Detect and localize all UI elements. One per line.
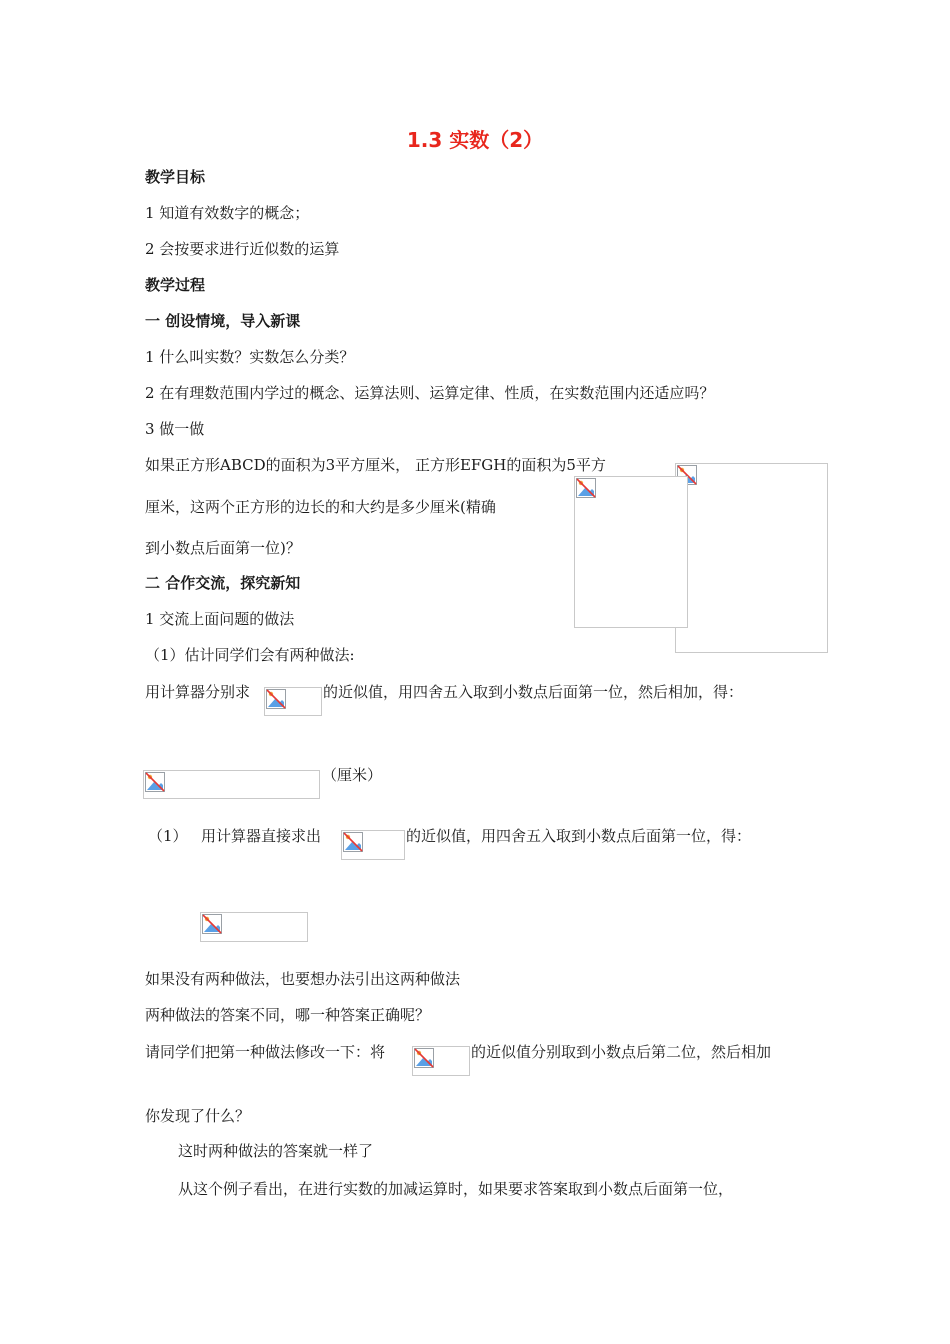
method2-number: （1）: [148, 827, 188, 845]
square-efgh-figure: [675, 463, 828, 653]
broken-image-icon: [266, 689, 286, 709]
section2-heading: 二 合作交流，探究新知: [145, 574, 301, 592]
sqrt-values-image: [412, 1046, 470, 1076]
question-2: 2 在有理数范围内学过的概念、运算法则、运算定律、性质，在实数范围内还适应吗？: [145, 384, 715, 402]
square-abcd-figure: [574, 476, 688, 628]
broken-image-icon: [202, 914, 222, 934]
problem-line-2: 厘米，这两个正方形的边长的和大约是多少厘米(精确: [145, 498, 496, 516]
unit-centimeter: （厘米）: [322, 766, 383, 784]
paragraph-what-found: 你发现了什么？: [145, 1107, 251, 1125]
paragraph-example: 从这个例子看出，在进行实数的加减运算时，如果要求答案取到小数点后面第一位，: [178, 1180, 734, 1198]
broken-image-icon: [343, 832, 363, 852]
question-3: 3 做一做: [145, 420, 205, 438]
modify-suffix: 的近似值分别取到小数点后第二位，然后相加: [471, 1043, 772, 1061]
question-1: 1 什么叫实数？实数怎么分类？: [145, 348, 355, 366]
paragraph-which-correct: 两种做法的答案不同，哪一种答案正确呢？: [145, 1006, 431, 1024]
broken-image-icon: [145, 772, 165, 792]
method1-prefix: 用计算器分别求: [145, 683, 251, 701]
broken-image-icon: [576, 478, 596, 498]
problem-line-1: 如果正方形ABCD的面积为3平方厘米， 正方形EFGH的面积为5平方: [145, 456, 606, 474]
goals-heading: 教学目标: [145, 168, 206, 186]
method1-suffix: 的近似值，用四舍五入取到小数点后面第一位，然后相加，得：: [323, 683, 744, 701]
goal-1: 1 知道有效数字的概念；: [145, 204, 310, 222]
method2-prefix: 用计算器直接求出: [201, 827, 322, 845]
modify-prefix: 请同学们把第一种做法修改一下：将: [145, 1043, 386, 1061]
paragraph-same-answer: 这时两种做法的答案就一样了: [178, 1142, 374, 1160]
problem-line-3: 到小数点后面第一位)？: [145, 539, 301, 557]
sqrt-expression-image: [264, 687, 322, 716]
paragraph-no-two-methods: 如果没有两种做法，也要想办法引出这两种做法: [145, 970, 461, 988]
goal-2: 2 会按要求进行近似数的运算: [145, 240, 340, 258]
method2-suffix: 的近似值，用四舍五入取到小数点后面第一位，得：: [406, 827, 752, 845]
process-heading: 教学过程: [145, 276, 206, 294]
section1-heading: 一 创设情境，导入新课: [145, 312, 301, 330]
sqrt-sum-image: [341, 830, 405, 860]
page-title: 1.3 实数（2）: [406, 128, 544, 152]
section2-item-1: 1 交流上面问题的做法: [145, 610, 295, 628]
method2-result-image: [200, 912, 308, 942]
method1-result-image: [143, 770, 320, 799]
estimate-line: （1）估计同学们会有两种做法:: [145, 646, 355, 664]
broken-image-icon: [414, 1048, 434, 1068]
